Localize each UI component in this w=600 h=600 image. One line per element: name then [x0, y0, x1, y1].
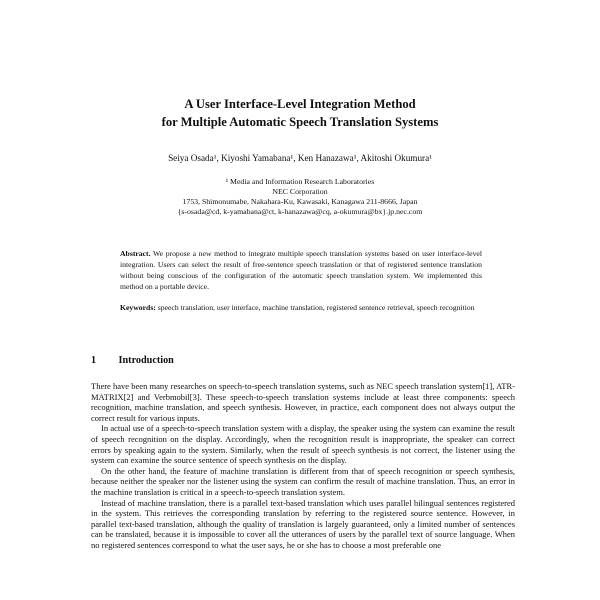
- author-list: Seiya Osada¹, Kiyoshi Yamabana¹, Ken Hanazawa¹, Akitoshi Okumura¹: [168, 153, 432, 163]
- paper-title-line-1: A User Interface-Level Integration Method: [184, 97, 416, 111]
- body-paragraph: Instead of machine translation, there is a parallel text-based translation which uses parallel bilingual sentences registered in the system. This retrieves the corresponding translation by referring to the registered source sentence. However, in parallel text-based translation, although the quality of translation is largely guaranteed, only a limited number of sentences can be translated, because it is impossible to cover all the utterances of users by the parallel text of source language. When no registered sentences correspond to what the user says, he or she has to choose a most preferable one: [91, 497, 515, 550]
- keywords-text: speech translation, user interface, machine translation, registered sentence retrieval, speech recognition: [157, 303, 475, 312]
- abstract-text: We propose a new method to integrate multiple speech translation systems based on user interface-level integration. Users can select the result of free-sentence speech translation or that of registered sentence translation without being conscious of the configuration of the automatic speech translation system. We implemented this method on a portable device.: [120, 249, 482, 291]
- section-title: Introduction: [118, 355, 174, 366]
- paper-title-line-2: for Multiple Automatic Speech Translation Systems: [161, 115, 439, 129]
- section-heading: [91, 354, 174, 368]
- abstract-label: Abstract.: [120, 249, 151, 258]
- affiliation-address: 1753, Shimonumabe, Nakahara-Ku, Kawasaki, Kanagawa 211-8666, Japan: [182, 197, 418, 206]
- section-number: 1: [91, 355, 97, 366]
- affiliation-company: NEC Corporation: [272, 187, 328, 196]
- keywords-label: Keywords:: [120, 303, 156, 312]
- affiliation-lab: ¹ Media and Information Research Laboratories: [225, 177, 375, 186]
- body-paragraph: On the other hand, the feature of machine translation is different from that of speech recognition or speech synthesis, because neither the speaker nor the listener using the system can confirm the result of machine translation. Thus, an error in the machine translation is critical in a speech-to-speech translation system.: [91, 465, 515, 497]
- keywords: [120, 302, 482, 313]
- section-body: [91, 381, 515, 551]
- abstract: [120, 248, 482, 292]
- body-paragraph: In actual use of a speech-to-speech translation system with a display, the speaker using the system can examine the result of speech recognition on the display. Accordingly, when the recognition result is inappropriate, the speaker can correct errors by speaking again to the system. Similarly, when the result of speech synthesis is not correct, the listener using the system can examine the source sentence of speech synthesis on the display.: [91, 423, 515, 466]
- body-paragraph: There have been many researches on speech-to-speech translation systems, such as NEC speech translation system[1], ATR-MATRIX[2] and Verbmobil[3]. These speech-to-speech translation systems include at least three components: speech recognition, machine translation, and speech synthesis. However, in practice, each component does not always output the correct result for various inputs.: [91, 381, 515, 423]
- affiliation-emails: {s-osada@cd, k-yamabana@ct, k-hanazawa@cq, a-okumura@bx}.jp.nec.com: [177, 207, 423, 216]
